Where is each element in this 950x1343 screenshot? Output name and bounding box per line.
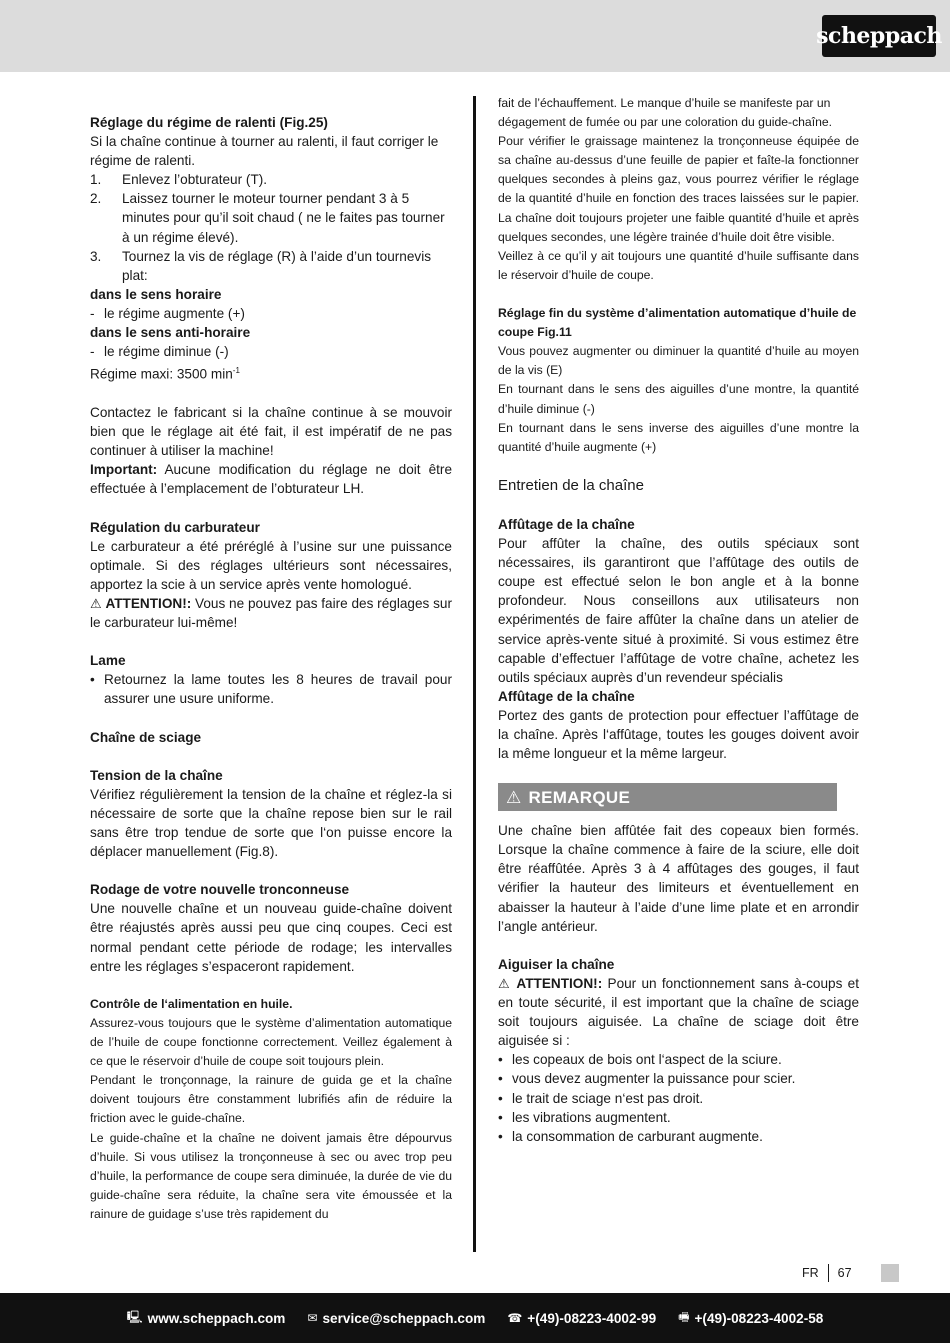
brand-logo: scheppach xyxy=(822,15,936,57)
tension-title: Tension de la chaîne xyxy=(90,767,223,783)
website-link[interactable] xyxy=(127,1308,286,1329)
sharp-title: Affûtage de la chaîne xyxy=(498,516,635,532)
bullet-marker: • xyxy=(498,1071,503,1087)
remarque-label: REMARQUE xyxy=(528,787,631,807)
fax-icon: 🖷 xyxy=(678,1309,690,1324)
phone-icon: ☎ xyxy=(507,1311,523,1325)
fine-paragraph: Vous pouvez augmenter ou diminuer la quantité d’huile au moyen de la vis (E) xyxy=(498,344,859,378)
counter-label: dans le sens anti-horaire xyxy=(90,325,251,341)
aig-attention-text: Pour un fonctionnement sans à-coups et en toute sécurité, il est important que la chaîne de sciage soit toujours aiguisée. La chaîne de sciage doit être aiguisée si : xyxy=(498,975,859,1049)
language-code: FR xyxy=(802,1266,819,1280)
list-item xyxy=(498,1050,859,1069)
left-column xyxy=(90,94,452,1224)
step-number: 2. xyxy=(90,191,102,207)
fine-paragraph: En tournant dans le sens des aiguilles d’une montre, la quantité d’huile diminue (-) xyxy=(498,382,859,416)
step-number: 3. xyxy=(90,248,102,264)
clockwise-item xyxy=(90,304,452,323)
dash-marker: - xyxy=(90,305,95,321)
warning-icon: ⚠ xyxy=(498,975,512,991)
idle-title: Réglage du régime de ralenti (Fig.25) xyxy=(90,115,328,130)
lame-text: Retournez la lame toutes les 8 heures de travail pour assurer une usure uniforme. xyxy=(104,672,452,707)
email-link[interactable] xyxy=(307,1311,485,1326)
page-number: 67 xyxy=(837,1266,852,1280)
computer-icon: 🖳 xyxy=(126,1309,143,1324)
maint-title: Entretien de la chaîne xyxy=(498,476,644,494)
fine-title: Réglage fin du système d’alimentation automatique d’huile de coupe Fig.11 xyxy=(498,306,857,340)
counter-item xyxy=(90,342,452,361)
aig-attention xyxy=(498,974,859,1050)
mail-icon: ✉ xyxy=(307,1311,318,1325)
clockwise-label: dans le sens horaire xyxy=(90,286,222,302)
list-item-text: la consommation de carburant augmente. xyxy=(512,1128,763,1144)
oil-paragraph: Le guide-chaîne et la chaîne ne doivent jamais être dépourvus d’huile. Si vous utilisez la tronçonneuse à sec ou avec trop peu d’huile, la performance de coupe sera diminuée, la durée de vie du guide-chaîne sera réduite, la chaîne sera vite émoussée et la rainure de guidage s’use très rapidement du xyxy=(90,1130,452,1221)
list-item xyxy=(498,1127,859,1146)
page-marker xyxy=(881,1264,899,1282)
carb-attention xyxy=(90,594,452,632)
fax-text: +(49)-08223-4002-58 xyxy=(694,1310,824,1326)
max-regime xyxy=(90,361,452,384)
rodage-title: Rodage de votre nouvelle tronconneuse xyxy=(90,882,350,898)
tension-text: Vérifiez régulièrement la tension de la chaîne et réglez-la si nécessaire de sorte que la chaîne repose bien sur le rail sans être trop tendue de sorte que l‘on puisse encore la déplacer manuellement (Fig.8). xyxy=(90,786,452,860)
lame-title: Lame xyxy=(90,653,126,669)
phone-link[interactable] xyxy=(507,1311,656,1326)
list-item-text: vous devez augmenter la puissance pour scier. xyxy=(512,1071,796,1087)
footer-bar xyxy=(0,1293,950,1343)
oil-paragraph: Pendant le tronçonnage, la rainure de guida ge et la chaîne doivent toujours être constamment lubrifiés afin de réduire la friction avec le guide-chaîne. xyxy=(90,1073,452,1126)
oil-paragraph: Assurez-vous toujours que le système d’alimentation automatique de l’huile de coupe fonctionne correctement. Veillez également à ce que le réservoir d’huile de coupe soit toujours plein. xyxy=(90,1015,452,1069)
lame-item xyxy=(90,670,452,708)
list-item xyxy=(498,1069,859,1088)
fine-paragraph: En tournant dans le sens inverse des aiguilles d’une montre la quantité d’huile augmente (+) xyxy=(498,420,859,454)
sharp-text-2: Portez des gants de protection pour effectuer l’affûtage de la chaîne. Après l‘affûtage, toutes les gouges doivent avoir la même longueur et la même largeur. xyxy=(498,707,859,762)
counter-text: le régime diminue (-) xyxy=(104,344,229,360)
step-number: 1. xyxy=(90,172,102,188)
remarque-text: Une chaîne bien affûtée fait des copeaux bien formés. Lorsque la chaîne commence à faire de la sciure, elle doit être réaffûtée. Après 3 à 4 affûtages des gouges, il faut vérifier la hauteur des limiteurs et éventuellement en abaisser la hauteur à l’aide d’une lime plate et en arrondir l’angle antérieur. xyxy=(498,823,859,934)
carb-text: Le carburateur a été préréglé à l’usine sur une puissance optimale. Si des réglages ultérieurs sont nécessaires, apportez la scie à un service après vente homologué. xyxy=(90,538,452,592)
header-bar xyxy=(0,0,950,72)
step-text: Enlevez l’obturateur (T). xyxy=(122,172,268,188)
idle-step xyxy=(90,170,452,189)
list-item-text: le trait de sciage n‘est pas droit. xyxy=(512,1090,704,1106)
oil-continuation: Pour vérifier le graissage maintenez la tronçonneuse équipée de sa chaîne au-dessus d’une feuille de papier et faîte-la fonctionner quelques secondes à pleins gaz, vous pourrez vérifier le réglage de la quantité d’huile en fonction des traces laissées sur le papier. La chaîne doit toujours projeter une faible quantité d’huile et après quelques secondes, une légère trainée d’huile doit être visible. xyxy=(498,134,859,244)
oil-continuation: Veillez à ce qu’il y ait toujours une quantité d’huile suffisante dans le réservoir d’huile de coupe. xyxy=(498,248,859,282)
remarque-banner xyxy=(498,783,837,811)
contact-text: Contactez le fabricant si la chaîne continue à se mouvoir bien que le réglage ait été fait, il est impératif de ne pas continuer à utiliser la machine! xyxy=(90,404,452,459)
important-text: Aucune modification du réglage ne doit être effectuée à l’emplacement de l’obturateur LH. xyxy=(90,462,452,497)
attention-label: ATTENTION!: xyxy=(516,975,603,991)
website-text: www.scheppach.com xyxy=(147,1310,286,1326)
right-column xyxy=(498,94,859,1146)
rodage-text: Une nouvelle chaîne et un nouveau guide-chaîne doivent être réajustés après aussi peu que cinq coupes. Ceci est normal pendant cette période de rodage; les intervalles entre les réglages s’espaceront rapidement. xyxy=(90,901,452,974)
attention-label: ATTENTION!: xyxy=(105,595,192,611)
idle-intro: Si la chaîne continue à tourner au ralenti, il faut corriger le régime de ralenti. xyxy=(90,134,439,169)
sharp-title-2: Affûtage de la chaîne xyxy=(498,688,635,704)
oil-title: Contrôle de l‘alimentation en huile. xyxy=(90,996,293,1011)
carb-attention-text: Vous ne pouvez pas faire des réglages sur le carburateur lui-même! xyxy=(90,595,452,630)
idle-step xyxy=(90,247,452,285)
fax-link[interactable] xyxy=(678,1308,823,1329)
dash-marker: - xyxy=(90,344,95,360)
idle-step xyxy=(90,189,452,246)
max-regime-text: Régime maxi: 3500 min xyxy=(90,366,233,382)
carb-title: Régulation du carburateur xyxy=(90,519,260,535)
email-text: service@scheppach.com xyxy=(322,1310,486,1326)
clockwise-text: le régime augmente (+) xyxy=(104,305,245,321)
important-note xyxy=(90,460,452,498)
bullet-marker: • xyxy=(498,1128,503,1144)
step-text: Tournez la vis de réglage (R) à l’aide d’un tournevis plat: xyxy=(122,248,432,283)
step-text: Laissez tourner le moteur tourner pendant 3 à 5 minutes pour qu’il soit chaud ( ne le faites pas tourner à un régime élevé). xyxy=(122,191,445,245)
phone-text: +(49)-08223-4002-99 xyxy=(527,1310,657,1326)
warning-icon: ⚠ xyxy=(506,787,522,807)
chain-title: Chaîne de sciage xyxy=(90,729,202,745)
column-divider xyxy=(473,96,476,1252)
important-label: Important: xyxy=(90,462,158,478)
page-separator xyxy=(828,1264,829,1282)
bullet-marker: • xyxy=(90,672,95,688)
oil-continuation: fait de l’échauffement. Le manque d’huile se manifeste par un dégagement de fumée ou par une coloration du guide-chaîne. xyxy=(498,96,833,130)
page-indicator xyxy=(802,1264,852,1282)
warning-icon: ⚠ xyxy=(90,595,102,611)
list-item-text: les vibrations augmentent. xyxy=(512,1109,671,1125)
bullet-marker: • xyxy=(498,1090,503,1106)
list-item xyxy=(498,1108,859,1127)
list-item xyxy=(498,1089,859,1108)
bullet-marker: • xyxy=(498,1109,503,1125)
aig-title: Aiguiser la chaîne xyxy=(498,956,615,972)
list-item-text: les copeaux de bois ont l‘aspect de la sciure. xyxy=(512,1052,782,1068)
sharp-text: Pour affûter la chaîne, des outils spéciaux sont nécessaires, ils garantiront que l’affûtage des outils de coupe est effectué selon le bon angle et à la bonne profondeur. Nous conseillons aux utilisateurs non expérimentés de faire affûter la chaîne dans un atelier de service après-vente situé à proximité. Si vous estimez être capable d’effectuer l’affûtage de votre chaîne, achetez les outils spéciaux auprès d’un revendeur spécialis xyxy=(498,536,859,685)
max-regime-exp: -1 xyxy=(232,366,240,376)
bullet-marker: • xyxy=(498,1052,503,1068)
